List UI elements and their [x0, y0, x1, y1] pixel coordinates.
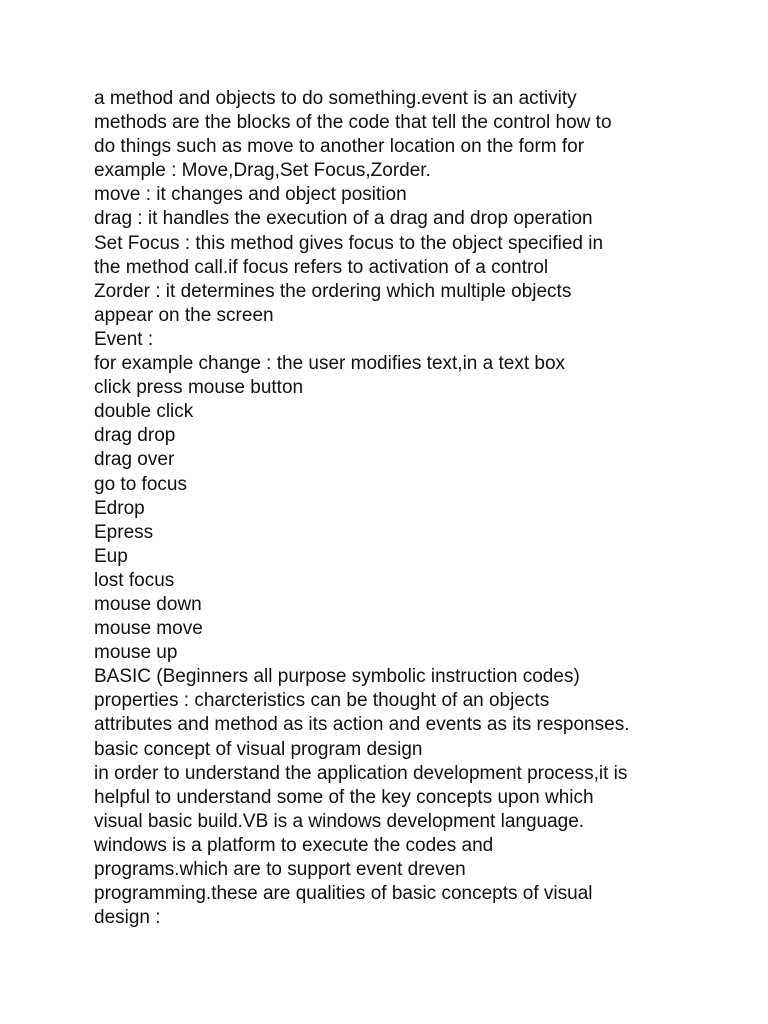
text-line: for example change : the user modifies text,in a text box	[94, 353, 566, 375]
text-line: basic concept of visual program design	[94, 738, 423, 760]
text-line: programs.which are to support event dreven	[94, 859, 466, 880]
text-line: double click	[94, 401, 194, 423]
text-line: Edrop	[94, 497, 145, 519]
text-line: in order to understand the application development process,it is	[94, 762, 628, 784]
text-line: mouse down	[94, 593, 202, 615]
text-line: example : Move,Drag,Set Focus,Zorder.	[94, 160, 431, 182]
text-line: lost focus	[94, 569, 175, 591]
text-line: do things such as move to another location on the form for	[94, 136, 585, 158]
text-line: mouse up	[94, 642, 178, 664]
text-line: BASIC (Beginners all purpose symbolic instruction codes)	[94, 666, 580, 688]
text-line: programming.these are qualities of basic concepts of visual	[94, 883, 593, 905]
text-line: move : it changes and object position	[94, 184, 407, 206]
document-text	[94, 87, 734, 930]
text-line: helpful to understand some of the key concepts upon which	[94, 786, 594, 808]
text-line: properties : charcteristics can be thought of an objects	[94, 690, 550, 712]
text-line: click press mouse button	[94, 377, 304, 399]
text-line: mouse move	[94, 618, 203, 640]
text-line: design :	[94, 907, 161, 929]
text-line: appear on the screen	[94, 304, 274, 326]
text-line: a method and objects to do something.event is an activity	[94, 88, 577, 109]
text-line: drag over	[94, 449, 175, 471]
text-line: go to focus	[94, 473, 187, 495]
text-line: windows is a platform to execute the codes and	[94, 834, 494, 856]
text-line: drag drop	[94, 425, 176, 447]
text-line: Epress	[94, 521, 154, 543]
text-line: methods are the blocks of the code that tell the control how to	[94, 112, 612, 134]
text-line: visual basic build.VB is a windows development language.	[94, 810, 585, 832]
text-line: Event :	[94, 328, 154, 350]
text-line: Zorder : it determines the ordering which multiple objects	[94, 280, 572, 302]
text-line: attributes and method as its action and events as its responses.	[94, 714, 630, 736]
text-line: drag : it handles the execution of a drag and drop operation	[94, 208, 593, 230]
text-line: Set Focus : this method gives focus to the object specified in	[94, 232, 604, 254]
text-line: the method call.if focus refers to activation of a control	[94, 256, 549, 278]
text-line: Eup	[94, 545, 128, 567]
